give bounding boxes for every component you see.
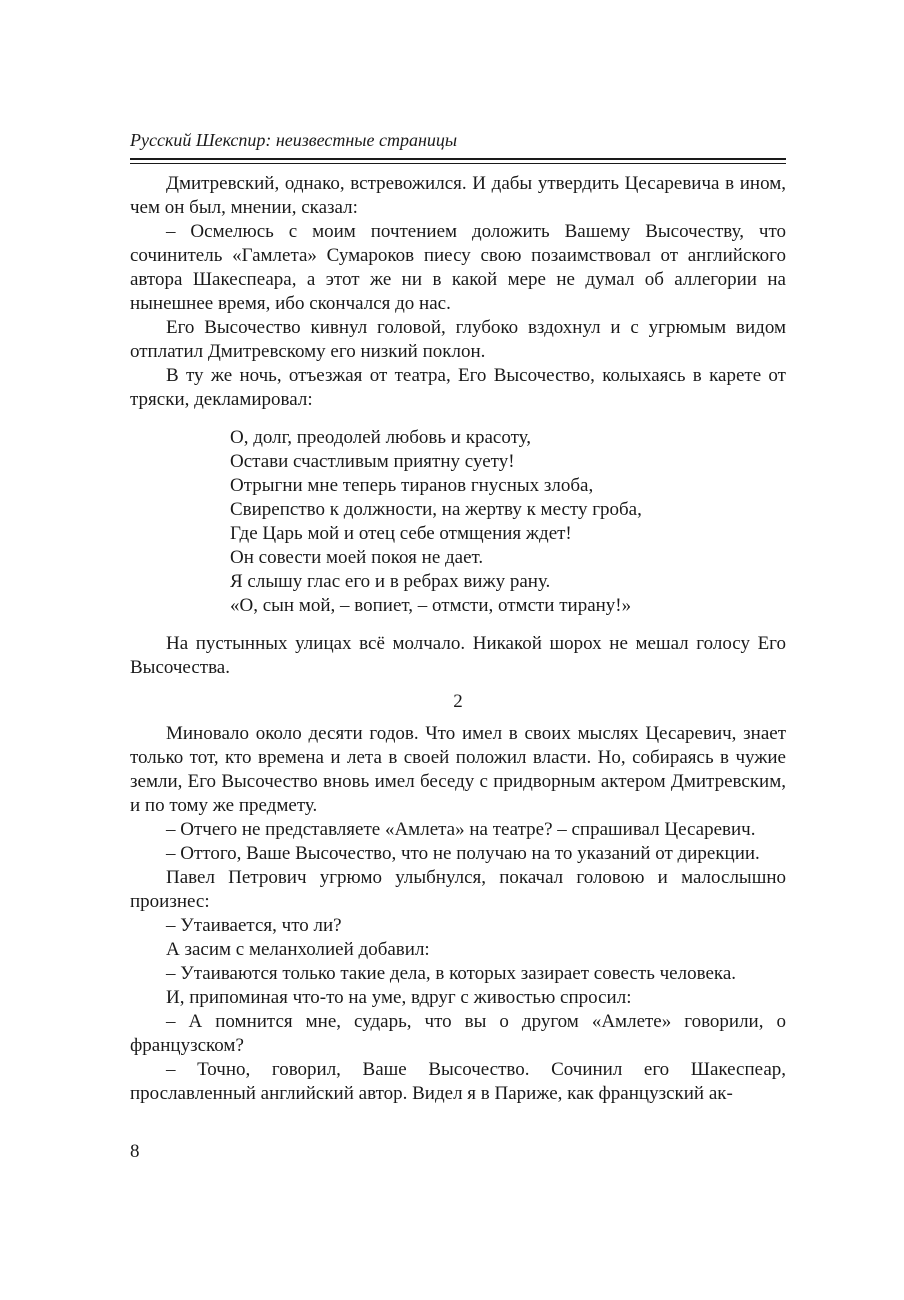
paragraph: А засим с меланхолией добавил: [166,939,430,960]
body-text [130,172,786,1106]
running-head: Русский Шекспир: неизвестные страницы [130,130,458,150]
paragraph: – Точно, говорил, Ваше Высочество. Сочинил его Шакеспеар, прославленный английский автор. Видел я в Париже, как французский ак- [130,1059,786,1104]
header-rule-thin [130,163,786,164]
paragraph: Миновало около десяти годов. Что имел в своих мыслях Цесаревич, знает только тот, кто времена и лета в своей положил власти. Но, собираясь в чужие земли, Его Высочество вновь имел беседу с придворным актером Дмитревским, и по тому же предмету. [130,723,786,816]
verse-line: Отрыгни мне теперь тиранов гнусных злоба, [230,475,594,496]
paragraph: – А помнится мне, сударь, что вы о другом «Амлете» говорили, о французском? [130,1011,786,1056]
verse-line: Он совести моей покоя не дает. [230,547,484,568]
verse-line: Я слышу глас его и в ребрах вижу рану. [230,571,551,592]
verse-block [230,426,786,618]
paragraph: Его Высочество кивнул головой, глубоко вздохнул и с угрюмым видом отплатил Дмитревскому его низкий поклон. [130,317,786,362]
header-rule-thick [130,158,786,160]
paragraph: – Оттого, Ваше Высочество, что не получаю на то указаний от дирекции. [166,843,760,864]
paragraph: Дмитревский, однако, встревожился. И дабы утвердить Цесаревича в ином, чем он был, мнении, сказал: [130,173,786,218]
paragraph: В ту же ночь, отъезжая от театра, Его Высочество, колыхаясь в карете от тряски, декламировал: [130,365,786,410]
verse-line: «О, сын мой, – вопиет, – отмсти, отмсти тирану!» [230,595,632,616]
paragraph: – Утаивается, что ли? [166,915,342,936]
verse-line: О, долг, преодолей любовь и красоту, [230,427,531,448]
paragraph: И, припоминая что-то на уме, вдруг с живостью спросил: [166,987,632,1008]
paragraph: – Осмелюсь с моим почтением доложить Вашему Высочеству, что сочинитель «Гамлета» Сумароков пиесу свою позаимствовал от английского автора Шакеспеара, а этот же ни в какой мере не думал об аллегории на нынешнее время, ибо скончался до нас. [130,221,786,314]
section-number: 2 [453,691,463,712]
paragraph: – Отчего не представляете «Амлета» на театре? – спрашивал Цесаревич. [166,819,756,840]
verse-line: Где Царь мой и отец себе отмщения ждет! [230,523,572,544]
verse-line: Свирепство к должности, на жертву к месту гроба, [230,499,642,520]
paragraph: – Утаиваются только такие дела, в которых зазирает совесть человека. [166,963,736,984]
paragraph: На пустынных улицах всё молчало. Никакой шорох не мешал голосу Его Высочества. [130,633,786,678]
page-number: 8 [130,1141,140,1162]
paragraph: Павел Петрович угрюмо улыбнулся, покачал головою и малослышно произнес: [130,867,786,912]
verse-line: Остави счастливым приятну суету! [230,451,515,472]
